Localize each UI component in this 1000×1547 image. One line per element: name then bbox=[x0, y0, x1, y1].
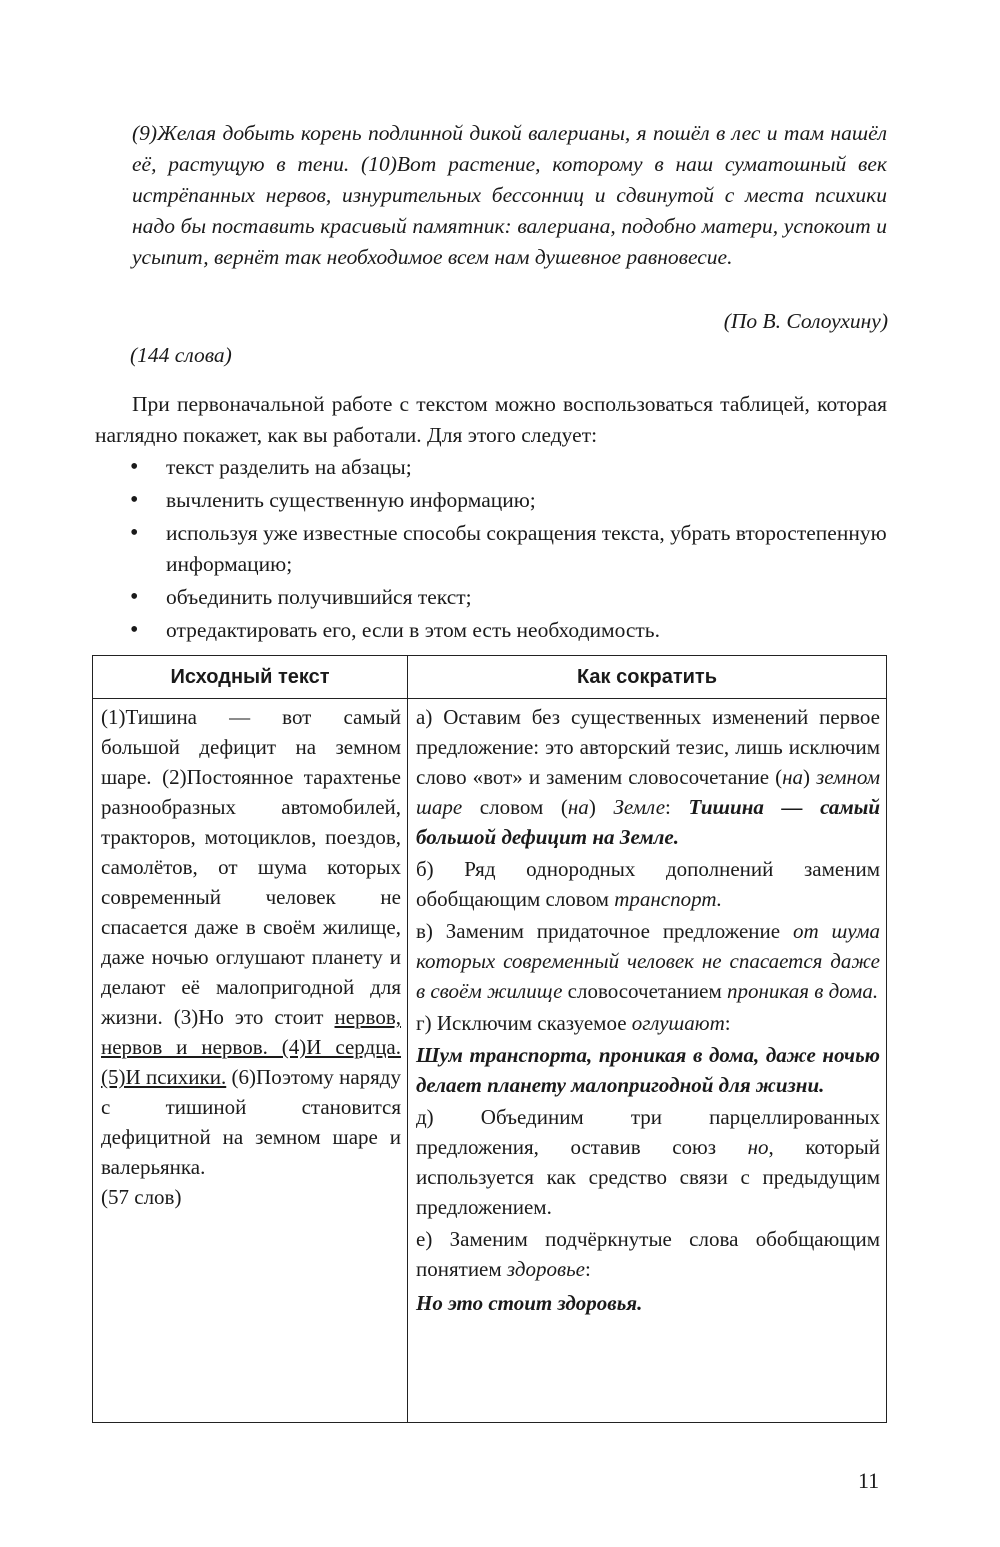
list-item: • вычленить существенную информацию; bbox=[130, 485, 887, 516]
result-sentence-2: Но это стоит здоровья. bbox=[416, 1291, 643, 1315]
source-word-count: (57 слов) bbox=[101, 1185, 182, 1209]
source-text-cell: (1)Тишина — вот самый большой дефицит на земном шаре. (2)Постоянное тарахтенье разнообразных автомобилей, тракторов, мотоциклов, поездов, самолётов, от шума которых современный человек не спасается даже в своём жилище, даже ночью оглушают планету и делают её малопригодной для жизни. (3)Но это стоит нервов, нервов и нервов. (4)И сердца. (5)И психики. (6)Поэтому наряду с тишиной становится дефицитной на земном шаре и валерьянка. (57 слов) bbox=[93, 699, 408, 1423]
list-item: • используя уже известные способы сокращения текста, убрать второстепенную информацию; bbox=[130, 518, 887, 580]
step-d: г) Исключим сказуемое оглушают: bbox=[416, 1011, 731, 1035]
step-f: е) Заменим подчёркнутые слова обобщающим понятием здоровье: bbox=[416, 1227, 880, 1281]
quote-source: (По В. Солоухину) bbox=[723, 309, 888, 333]
page-number: 11 bbox=[858, 1468, 880, 1493]
reduction-table bbox=[92, 655, 887, 1423]
quote-paragraph bbox=[95, 118, 887, 273]
quote-text: (9)Желая добыть корень подлинной дикой валерианы, я пошёл в лес и там нашёл её, растущую в тени. (10)Вот растение, которому в наш суматошный век истрёпанных нервов, изнурительных бессонниц и сдвинутой с места психики надо бы поставить красивый памятник: валериана, подобно матери, успокоит и усыпит, вернёт так необходимое всем нам душевное равновесие. bbox=[132, 121, 887, 269]
column-header-method: Как сократить bbox=[408, 656, 887, 699]
column-header-source: Исходный текст bbox=[93, 656, 408, 699]
step-c: в) Заменим придаточное предложение от шума которых современный человек не спасается даже в своём жилище словосочетанием проникая в дома. bbox=[416, 919, 880, 1003]
table-header-row bbox=[93, 656, 887, 699]
step-b: б) Ряд однородных дополнений заменим обобщающим словом транспорт. bbox=[416, 857, 880, 911]
step-a: а) Оставим без существенных изменений первое предложение: это авторский тезис, лишь исключим слово «вот» и заменим словосочетание (на) земном шаре словом (на) Земле: Тишина — самый большой дефицит на Земле. bbox=[416, 705, 881, 849]
list-item: • отредактировать его, если в этом есть необходимость. bbox=[130, 615, 887, 646]
steps-list bbox=[130, 452, 887, 648]
word-count: (144 слова) bbox=[130, 343, 232, 367]
table-row bbox=[93, 699, 887, 1423]
list-item: • текст разделить на абзацы; bbox=[130, 452, 887, 483]
underlined-words: нервов, нервов и нервов. (4)И сердца. (5)И психики. bbox=[101, 1005, 401, 1089]
result-sentence-1: Шум транспорта, проникая в дома, даже ночью делает планету малопригодной для жизни. bbox=[416, 1043, 880, 1097]
step-e: д) Объединим три парцеллированных предложения, оставив союз но, который используется как средство связи с предыдущим предложением. bbox=[416, 1105, 880, 1219]
method-cell bbox=[408, 699, 887, 1423]
intro-paragraph: При первоначальной работе с текстом можно воспользоваться таблицей, которая наглядно покажет, как вы работали. Для этого следует: bbox=[95, 392, 887, 447]
list-item: • объединить получившийся текст; bbox=[130, 582, 887, 613]
